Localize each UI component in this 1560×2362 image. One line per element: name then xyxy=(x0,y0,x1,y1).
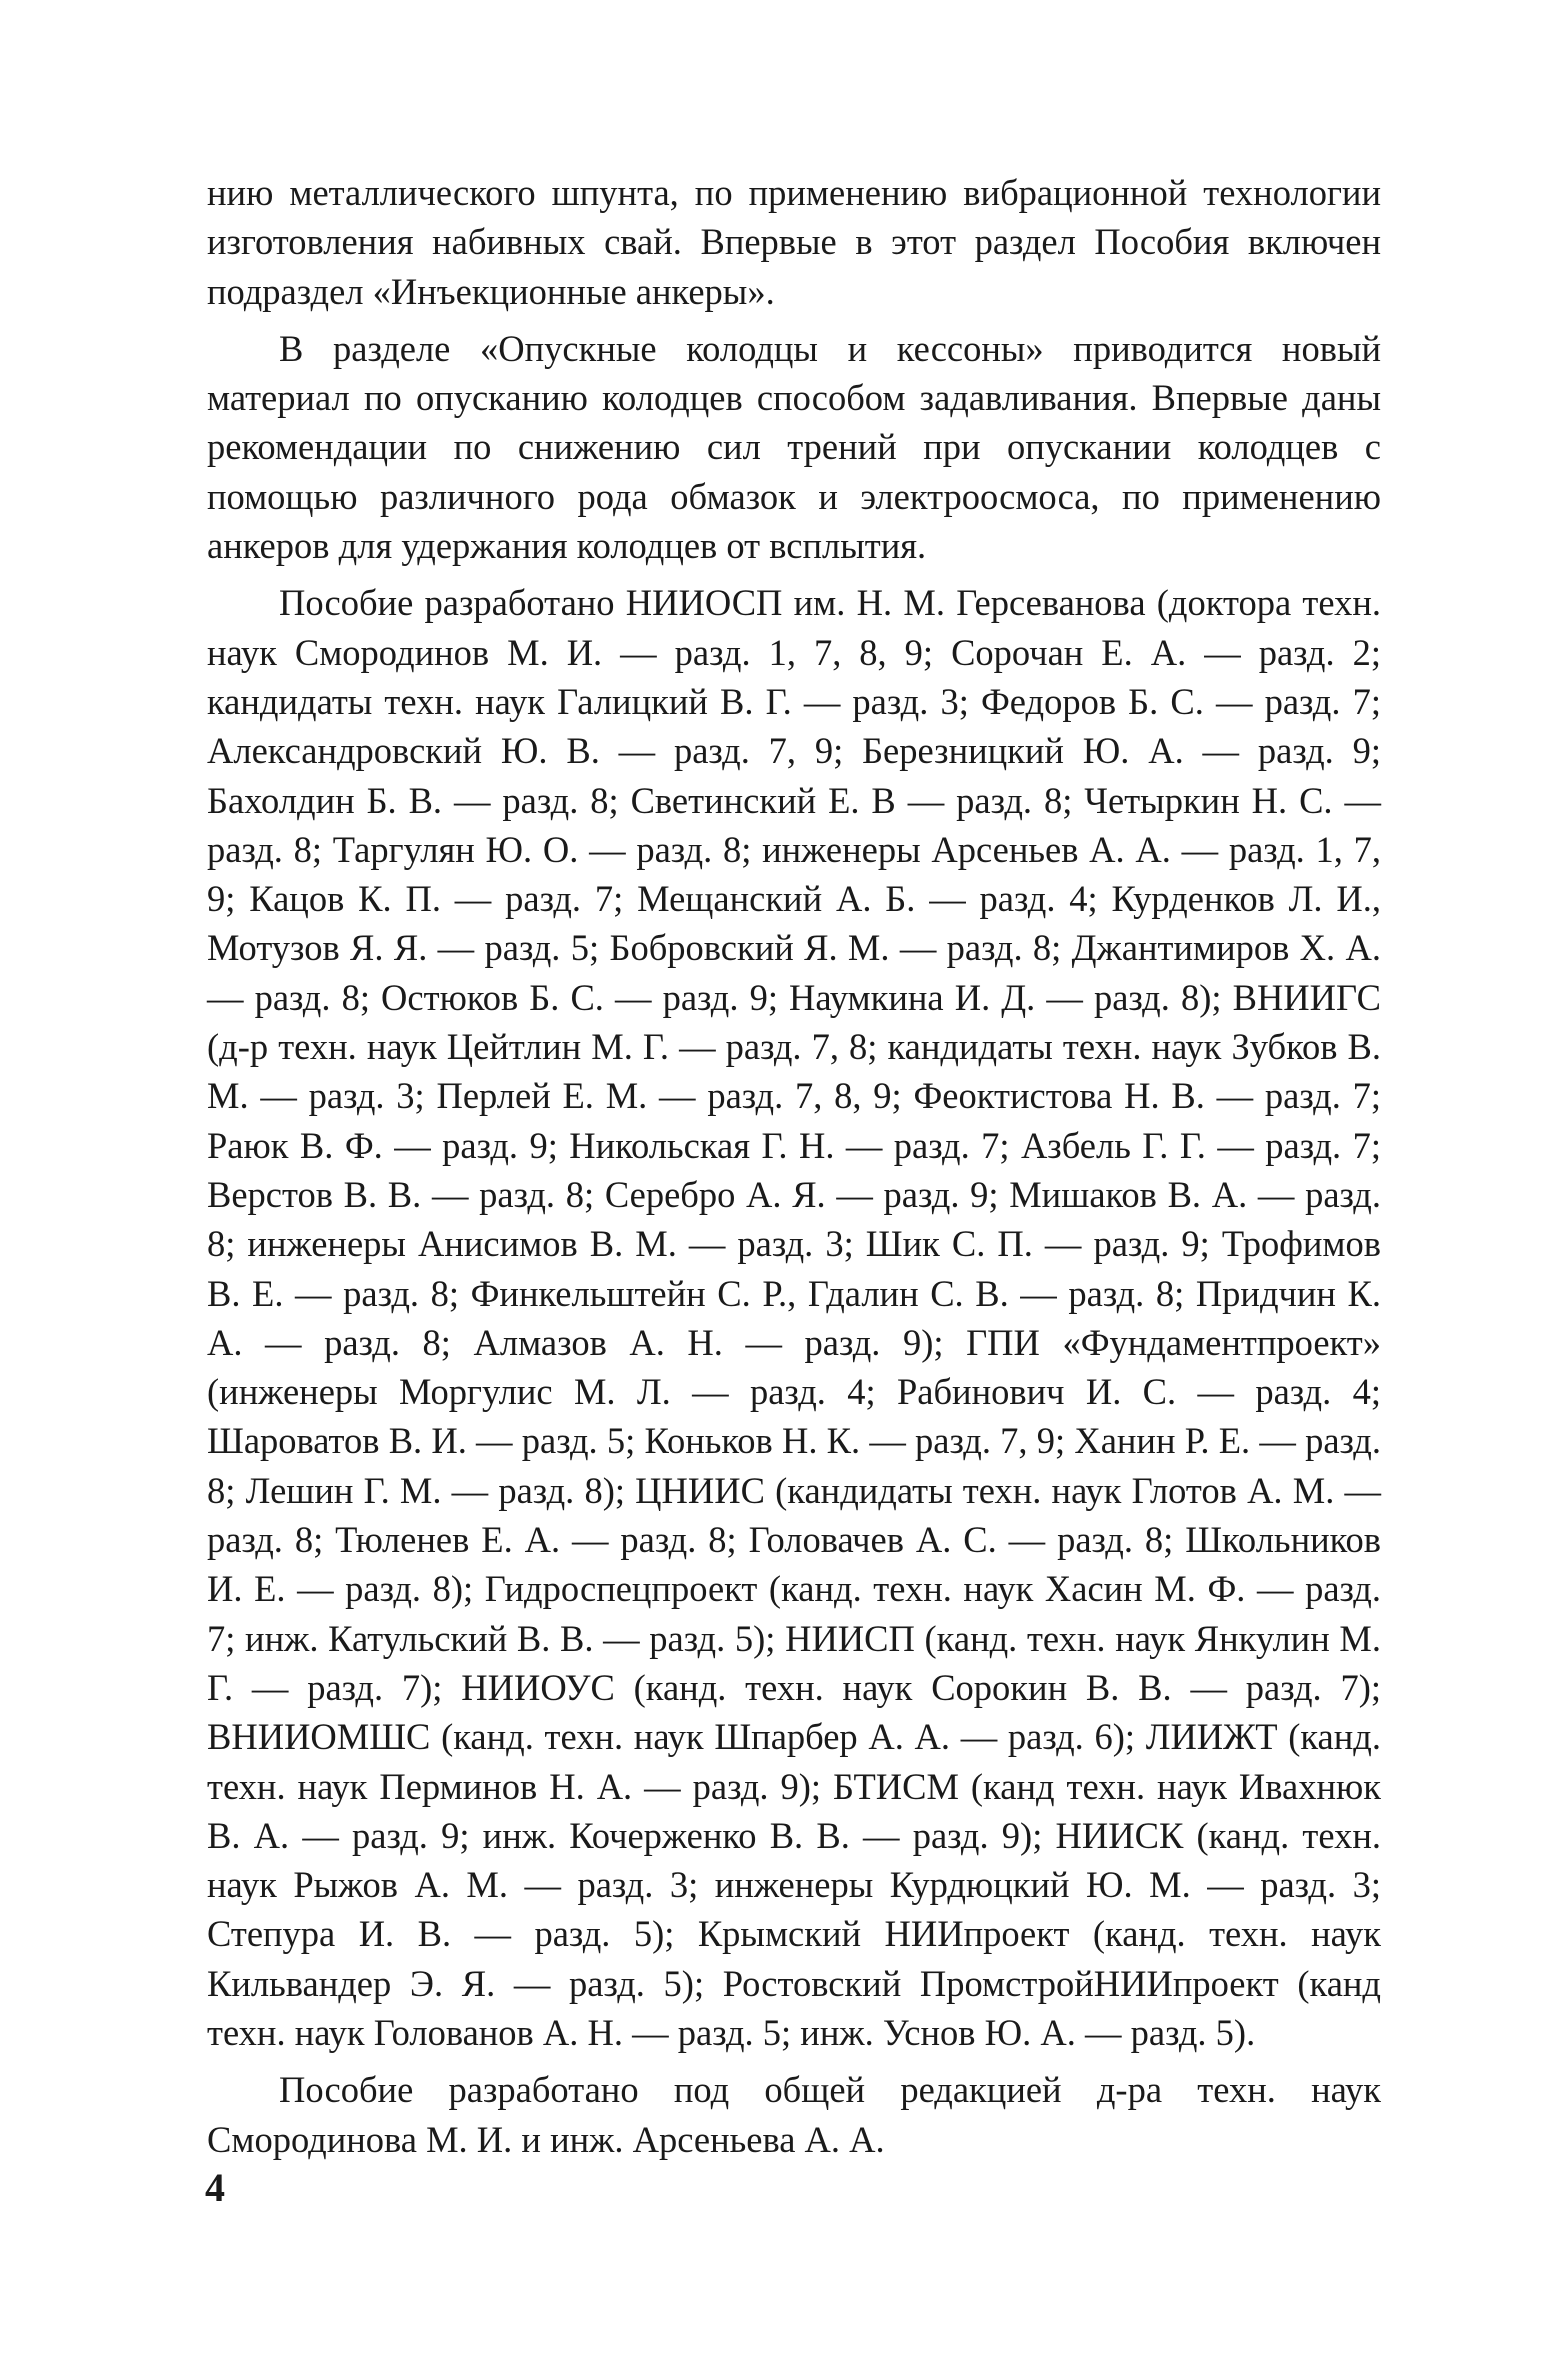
paragraph-caissons: В разделе «Опускные колодцы и кессоны» приводится новый материал по опусканию колодцев способом задавливания. Впервые даны рекомендации по снижению сил трений при опускании колодцев с помощью различного рода обмазок и электроосмоса, по применению анкеров для удержания колодцев от всплытия. xyxy=(207,327,1381,567)
document-page xyxy=(207,168,1381,2164)
page-number: 4 xyxy=(205,2165,225,2210)
paragraph-authors: Пособие разработано НИИОСП им. Н. М. Герсеванова (доктора техн. наук Смородинов М. И. — разд. 1, 7, 8, 9; Сорочан Е. А. — разд. 2; кандидаты техн. наук Галицкий В. Г. — разд. 3; Федоров Б. С. — разд. 7; Александровский Ю. В. — разд. 7, 9; Березницкий Ю. А. — разд. 9; Бахолдин Б. В. — разд. 8; Светинский Е. В — разд. 8; Четыркин Н. С. — разд. 8; Таргулян Ю. О. — разд. 8; инженеры Арсеньев А. А. — разд. 1, 7, 9; Кацов К. П. — разд. 7; Мещанский А. Б. — разд. 4; Курденков Л. И., Мотузов Я. Я. — разд. 5; Бобровский Я. М. — разд. 8; Джантимиров Х. А. — разд. 8; Остюков Б. С. — разд. 9; Наумкина И. Д. — разд. 8); ВНИИГС (д-р техн. наук Цейтлин М. Г. — разд. 7, 8; кандидаты техн. наук Зубков В. М. — разд. 3; Перлей Е. М. — разд. 7, 8, 9; Феоктистова Н. В. — разд. 7; Раюк В. Ф. — разд. 9; Никольская Г. Н. — разд. 7; Азбель Г. Г. — разд. 7; Верстов В. В. — разд. 8; Серебро А. Я. — разд. 9; Мишаков В. А. — разд. 8; инженеры Анисимов В. М. — разд. 3; Шик С. П. — разд. 9; Трофимов В. Е. — разд. 8; Финкельштейн С. Р., Гдалин С. В. — разд. 8; Придчин К. А. — разд. 8; Алмазов А. Н. — разд. 9); ГПИ «Фундаментпроект» (инженеры Моргулис М. Л. — разд. 4; Рабинович И. С. — разд. 4; Шароватов В. И. — разд. 5; Коньков Н. К. — разд. 7, 9; Ханин Р. Е. — разд. 8; Лешин Г. М. — разд. 8); ЦНИИС (кандидаты техн. наук Глотов А. М. — разд. 8; Тюленев Е. А. — разд. 8; Головачев А. С. — разд. 8; Школьников И. Е. — разд. 8); Гидроспецпроект (канд. техн. наук Хасин М. Ф. — разд. 7; инж. Катульский В. В. — разд. 5); НИИСП (канд. техн. наук Янкулин М. Г. — разд. 7); НИИОУС (канд. техн. наук Сорокин В. В. — разд. 7); ВНИИОМШС (канд. техн. наук Шпарбер А. А. — разд. 6); ЛИИЖТ (канд. техн. наук Перминов Н. А. — разд. 9); БТИСМ (канд техн. наук Ивахнюк В. А. — разд. 9; инж. Кочерженко В. В. — разд. 9); НИИСК (канд. техн. наук Рыжов А. М. — разд. 3; инженеры Курдюцкий Ю. М. — разд. 3; Степура И. В. — разд. 5); Крымский НИИпроект (канд. техн. наук Кильвандер Э. Я. — разд. 5); Ростовский ПромстройНИИпроект (канд техн. наук Голованов А. Н. — разд. 5; инж. Уснов Ю. А. — разд. 5). xyxy=(207,582,1381,2053)
paragraph-continuation: нию металлического шпунта, по применению вибрационной технологии изготовления набивных свай. Впервые в этот раздел Пособия включен подраздел «Инъекционные анкеры». xyxy=(207,172,1381,312)
paragraph-editors: Пособие разработано под общей редакцией д-ра техн. наук Смородинова М. И. и инж. Арсеньева А. А. xyxy=(207,2069,1381,2160)
